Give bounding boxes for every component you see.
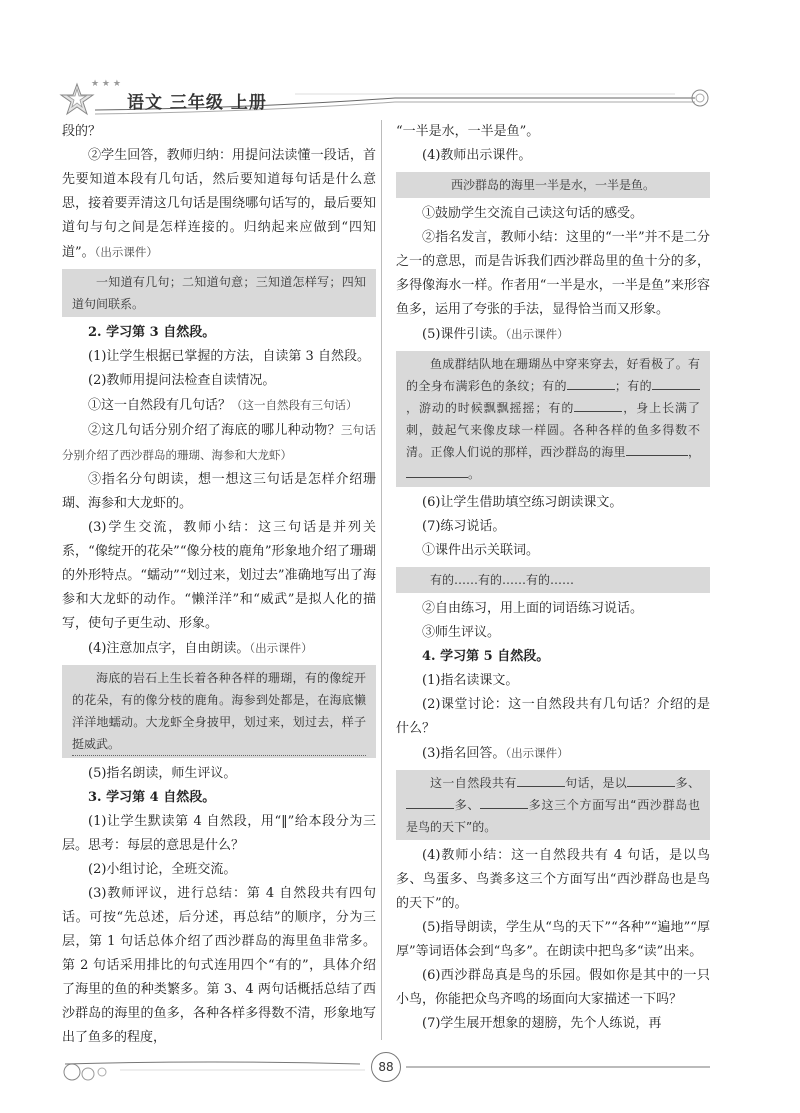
blank-line <box>627 773 675 787</box>
svg-text:★ ★ ★: ★ ★ ★ <box>91 79 121 89</box>
paragraph: ①这一自然段有几句话？（这一自然段有三句话） <box>88 398 358 413</box>
paragraph: (6)西沙群岛真是鸟的乐园。假如你是其中的一只小鸟，你能把众鸟齐鸣的场面向大家描述一下吗？ <box>396 968 710 1007</box>
right-column <box>396 120 710 1036</box>
fill-in-box: 这一自然段共有 句话，是以 多、多、 多这三个方面写出“西沙群岛也是鸟的天下”的。 <box>396 770 710 840</box>
paragraph: ③师生评议。 <box>422 625 501 640</box>
paragraph: ①鼓励学生交流自己读这句话的感受。 <box>422 206 644 221</box>
paragraph: (4)注意加点字，自由朗读。（出示课件） <box>88 641 313 656</box>
paragraph: (7)学生展开想象的翅膀，先个人练说，再 <box>422 1016 662 1031</box>
paragraph: (3)学生交流，教师小结：这三句话是并列关系，“像绽开的花朵”“像分枝的鹿角”形象地介绍了珊瑚的外形特点。“蠕动”“划过来，划过去”准确地写出了海参和大龙虾的动作。“懒洋洋”和“威武”是拟人化的描写，使句子更生动、形象。 <box>62 520 376 631</box>
paragraph: (3)教师评议，进行总结：第 4 自然段共有四句话。可按“先总述，后分述，再总结”的顺序，分为三层，第 1 句话总体介绍了西沙群岛的海里鱼非常多。第 2 句话采用排比的句式连用四个“有的”，具体介绍了海里的鱼的种类繁多。第 3、4 两句话概括总结了西沙群岛的海里的鱼多，各种各样多得数不清，形象地写出了鱼多的程度， <box>62 886 376 1045</box>
courseware-box: 一知道有几句；二知道句意；三知道怎样写；四知道句间联系。 <box>62 269 376 317</box>
paragraph: (6)让学生借助填空练习朗读课文。 <box>422 495 623 510</box>
paragraph: (4)教师小结：这一自然段共有 4 句话，是以鸟多、鸟蛋多、鸟粪多这三个方面写出“西沙群岛也是鸟的天下”的。 <box>396 848 710 911</box>
blank-line <box>406 464 468 478</box>
blank-line <box>406 795 454 809</box>
paragraph: (5)指导朗读，学生从“鸟的天下”“各种”“遍地”“厚厚”等词语体会到“鸟多”。在朗读中把鸟多“读”出来。 <box>396 920 710 959</box>
paragraph: ①课件出示关联词。 <box>422 543 540 558</box>
courseware-box: 海底的岩石上生长着各种各样的珊瑚，有的像绽开的花朵，有的像分枝的鹿角。海参到处都是，在海底懒洋洋地蠕动。大龙虾全身披甲，划过来，划过去，样子挺威武。 <box>62 665 376 758</box>
paragraph: (2)课堂讨论：这一自然段共有几句话？介绍的是什么？ <box>396 697 710 736</box>
paragraph: ②这几句话分别介绍了海底的哪儿种动物？三句话分别介绍了西沙群岛的珊瑚、海参和大龙虾） <box>62 423 376 462</box>
paragraph: (5)课件引读。（出示课件） <box>422 327 569 342</box>
section-heading: 2. 学习第 3 自然段。 <box>88 325 216 340</box>
blank-line <box>652 376 700 390</box>
courseware-box: 西沙群岛的海里一半是水，一半是鱼。 <box>396 172 710 198</box>
left-column <box>62 120 376 1050</box>
paragraph: (3)指名回答。（出示课件） <box>422 746 569 761</box>
section-heading: 4. 学习第 5 自然段。 <box>422 649 550 664</box>
paragraph: (4)教师出示课件。 <box>422 148 532 163</box>
page-header <box>55 70 715 120</box>
paragraph: 段的？ <box>62 124 102 139</box>
section-heading: 3. 学习第 4 自然段。 <box>88 790 216 805</box>
fill-in-box: 鱼成群结队地在珊瑚丛中穿来穿去，好看极了。有的全身布满彩色的条纹；有的 ；有的，游动的时候飘飘摇摇；有的 ，身上长满了刺，鼓起气来像皮球一样圆。各种各样的鱼多得数不清。正像人们说的那样，西沙群岛的海里 ，。 <box>396 351 710 487</box>
paragraph: (1)指名读课文。 <box>422 673 519 688</box>
blank-line <box>574 398 622 412</box>
page-footer <box>60 1050 710 1090</box>
paragraph: (2)小组讨论，全班交流。 <box>88 862 237 877</box>
paragraph: (5)指名朗读，师生评议。 <box>88 766 237 781</box>
paragraph: (1)让学生默读第 4 自然段，用“‖”给本段分为三层。思考：每层的意思是什么？ <box>62 814 376 853</box>
paragraph: (7)练习说话。 <box>422 519 506 534</box>
header-title: 语文 三年级 上册 <box>127 93 267 113</box>
paragraph: ②学生回答，教师归纳：用提问法读懂一段话，首先要知道本段有几句话，然后要知道每句话是什么意思，接着要弄清这几句话是围绕哪句话写的，最后要知道句与句之间是怎样连接的。归纳起来应做到“四知道”。（出示课件） <box>62 148 376 260</box>
paragraph: ②指名发言，教师小结：这里的“一半”并不是二分之一的意思，而是告诉我们西沙群岛里的鱼十分的多，多得像海水一样。作者用“一半是水，一半是鱼”来形容鱼多，运用了夸张的手法，显得恰当而又形象。 <box>396 230 710 317</box>
column-divider <box>381 120 382 1040</box>
courseware-box: 有的……有的……有的…… <box>396 567 710 593</box>
blank-line <box>480 795 528 809</box>
paragraph: (1)让学生根据已掌握的方法，自读第 3 自然段。 <box>88 349 370 364</box>
page-number: 88 <box>371 1052 401 1082</box>
blank-line <box>567 376 615 390</box>
paragraph: ②自由练习，用上面的词语练习说话。 <box>422 601 644 616</box>
blank-line <box>626 442 688 456</box>
paragraph: “一半是水，一半是鱼”。 <box>396 124 540 139</box>
blank-line <box>517 773 565 787</box>
paragraph: ③指名分句朗读，想一想这三句话是怎样介绍珊瑚、海参和大龙虾的。 <box>62 472 376 511</box>
paragraph: (2)教师用提问法检查自读情况。 <box>88 373 276 388</box>
